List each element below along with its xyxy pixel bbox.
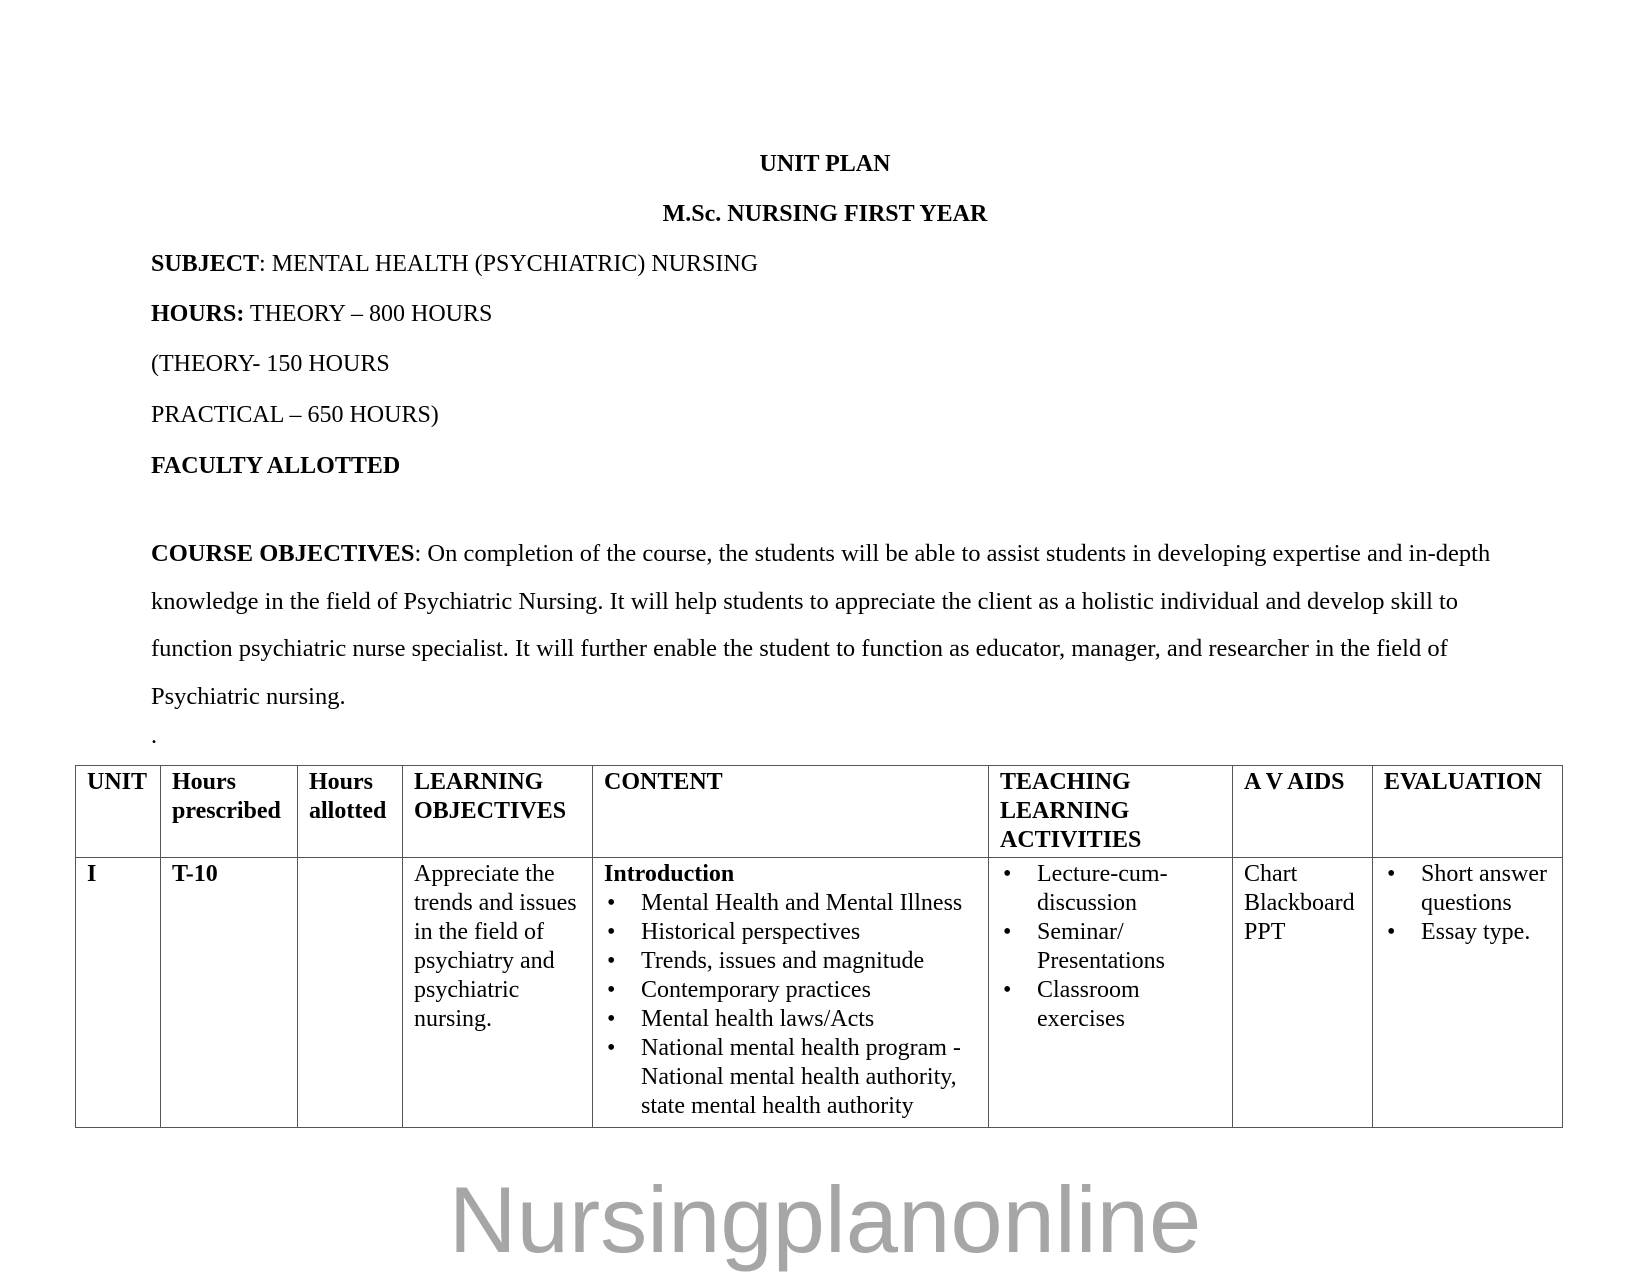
- practical-hours-line: PRACTICAL – 650 HOURS): [151, 402, 439, 428]
- cell-av-aids: [1233, 858, 1373, 1128]
- faculty-allotted-label: FACULTY ALLOTTED: [151, 453, 401, 479]
- hours-line: [151, 300, 492, 328]
- cell-hours-prescribed: T-10: [161, 858, 298, 1128]
- separator-dot: .: [151, 723, 157, 749]
- cell-teaching-learning-activities: [989, 858, 1233, 1128]
- cell-hours-allotted: [298, 858, 403, 1128]
- hours-label: HOURS:: [151, 301, 245, 327]
- list-item: • Short answer questions: [1384, 860, 1552, 918]
- unit-plan-table: [75, 765, 1563, 1128]
- course-objectives: [151, 530, 1521, 720]
- av-aid-item: Chart: [1244, 861, 1298, 887]
- cell-content: [593, 858, 989, 1128]
- header-hours-allotted: Hours allotted: [298, 766, 403, 858]
- header-evaluation: EVALUATION: [1373, 766, 1563, 858]
- list-item: • Classroom exercises: [1000, 976, 1222, 1034]
- content-list: [604, 889, 978, 1121]
- header-hours-prescribed: Hours prescribed: [161, 766, 298, 858]
- subject-label: SUBJECT: [151, 251, 260, 277]
- subject-line: [151, 250, 758, 278]
- activities-list: [1000, 860, 1222, 1034]
- list-item: • Trends, issues and magnitude: [604, 947, 978, 976]
- header-unit: UNIT: [76, 766, 161, 858]
- page-title: UNIT PLAN: [759, 151, 891, 177]
- table-header-row: [76, 766, 1563, 858]
- header-av-aids: A V AIDS: [1233, 766, 1373, 858]
- list-item: • National mental health program - National mental health authority, state mental health authority: [604, 1034, 978, 1121]
- list-item: • Essay type.: [1384, 918, 1552, 947]
- list-item: • Mental health laws/Acts: [604, 1005, 978, 1034]
- header-learning-objectives: LEARNING OBJECTIVES: [403, 766, 593, 858]
- list-item: • Contemporary practices: [604, 976, 978, 1005]
- table-row: [76, 858, 1563, 1128]
- theory-hours-line: (THEORY- 150 HOURS: [151, 351, 390, 377]
- cell-evaluation: [1373, 858, 1563, 1128]
- hours-value: THEORY – 800 HOURS: [244, 301, 493, 327]
- course-objectives-text: : On completion of the course, the students will be able to assist students in developing expertise and in-depth knowledge in the field of Psychiatric Nursing. It will help students to appreciate the client as a holistic individual and develop skill to function psychiatric nurse specialist. It will further enable the student to function as educator, manager, and researcher in the field of Psychiatric nursing.: [151, 540, 1491, 710]
- av-aid-item: PPT: [1244, 919, 1286, 945]
- evaluation-list: [1384, 860, 1552, 947]
- subject-value: : MENTAL HEALTH (PSYCHIATRIC) NURSING: [259, 251, 759, 277]
- course-objectives-label: COURSE OBJECTIVES: [151, 540, 415, 567]
- list-item: • Lecture-cum-discussion: [1000, 860, 1222, 918]
- watermark-text: Nursingplanonline: [448, 1167, 1202, 1272]
- cell-learning-objectives: Appreciate the trends and issues in the field of psychiatry and psychiatric nursing.: [403, 858, 593, 1128]
- list-item: • Seminar/ Presentations: [1000, 918, 1222, 976]
- header-content: CONTENT: [593, 766, 989, 858]
- list-item: • Mental Health and Mental Illness: [604, 889, 978, 918]
- av-aid-item: Blackboard: [1244, 890, 1355, 916]
- content-title: Introduction: [604, 861, 735, 887]
- cell-unit: I: [76, 858, 161, 1128]
- header-teaching-learning-activities: TEACHING LEARNING ACTIVITIES: [989, 766, 1233, 858]
- list-item: • Historical perspectives: [604, 918, 978, 947]
- page-subtitle: M.Sc. NURSING FIRST YEAR: [662, 201, 988, 227]
